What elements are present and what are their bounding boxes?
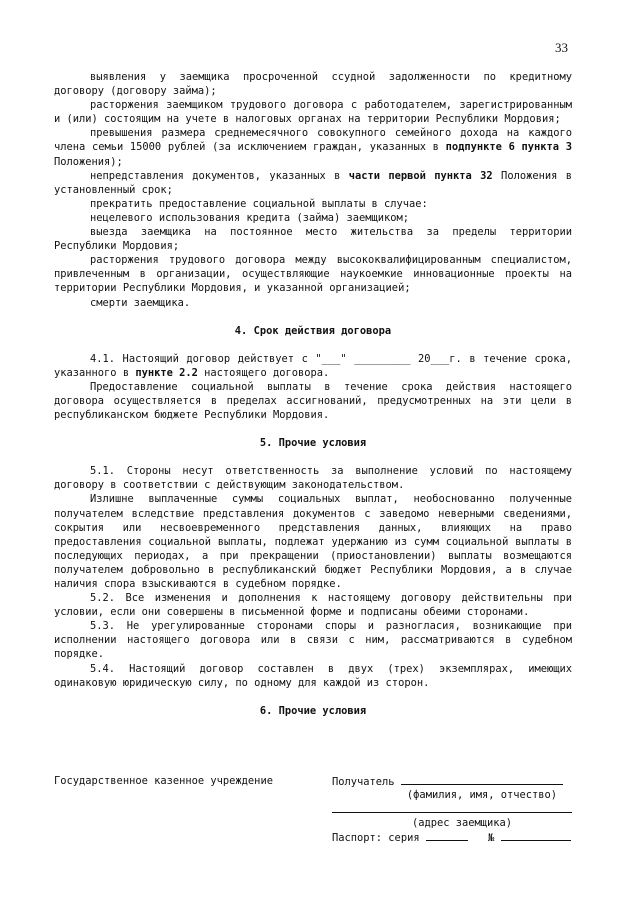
paragraph-employment-termination: расторжения заемщиком трудового договора с работодателем, зарегистрированным и (или) состоящим на учете в налоговых органах на территории Республики Мордовия;: [54, 99, 572, 126]
paragraph-relocation: выезда заемщика на постоянное место жительства за пределы территории Республики Мордовия;: [54, 226, 572, 253]
clause-5-1: 5.1. Стороны несут ответственность за выполнение условий по настоящему договору в соответствии с действующим законодательством.: [54, 465, 572, 492]
address-field[interactable]: [332, 802, 572, 813]
paragraph-stop-payment: прекратить предоставление социальной выплаты в случае:: [90, 197, 428, 210]
left-party: Государственное казенное учреждение: [54, 775, 273, 787]
clause-5-1-overpayment: Излишне выплаченные суммы социальных выплат, необоснованно полученные получателем вследствие представления документов с заведомо неверными сведениями, сокрытия или несвоевременного представления данных, влияющих на право предоставления социальной выплаты, подлежат удержанию из сумм социальной выплаты в последующих периодах, а при прекращении (приостановлении) выплаты возмещаются получателем добровольно в республиканский бюджет Республики Мордовия, а в случае наличия спора взыскиваются в судебном порядке.: [54, 493, 572, 590]
document-body: [54, 70, 572, 732]
passport-series-field[interactable]: [426, 830, 468, 841]
fio-caption: (фамилия, имя, отчество): [406, 789, 558, 802]
paragraph-misuse: нецелевого использования кредита (займа) заемщиком;: [90, 211, 410, 224]
clause-5-4: 5.4. Настоящий договор составлен в двух (трех) экземплярах, имеющих одинаковую юридическую силу, по одному для каждой из сторон.: [54, 662, 572, 689]
reference-link: подпункте 6 пункта 3: [445, 141, 572, 154]
section-6-title: 6. Прочие условия: [259, 704, 367, 717]
passport-number-label: №: [488, 832, 495, 845]
paragraph-documents-missing: непредставления документов, указанных в части первой пункта 32 Положения в установленный срок;: [54, 169, 572, 196]
address-caption: (адрес заемщика): [411, 817, 513, 830]
passport-number-field[interactable]: [501, 830, 571, 841]
section-4-title: 4. Срок действия договора: [234, 324, 392, 337]
passport-label: Паспорт: серия: [332, 832, 420, 845]
paragraph-death: смерти заемщика.: [90, 296, 191, 309]
page-number: 33: [555, 40, 568, 55]
clause-4-1: 4.1. Настоящий договор действует с "___" _________ 20___г. в течение срока, указанного в пункте 2.2 настоящего договора.: [54, 352, 572, 379]
section-5-title: 5. Прочие условия: [259, 437, 367, 450]
reference-link: части первой пункта 32: [348, 169, 493, 182]
paragraph-income-excess: превышения размера среднемесячного совокупного семейного дохода на каждого члена семьи 15000 рублей (за исключением граждан, указанных в подпункте 6 пункта 3 Положения);: [54, 127, 572, 168]
paragraph-overdue-debt: выявления у заемщика просроченной ссудной задолженности по кредитному договору (договору займа);: [54, 71, 572, 98]
recipient-label: Получатель: [332, 776, 395, 788]
clause-5-2: 5.2. Все изменения и дополнения к настоящему договору действительны при условии, если они совершены в письменной форме и подписаны обеими сторонами.: [54, 592, 572, 619]
clause-4-1-funding: Предоставление социальной выплаты в течение срока действия настоящего договора осуществляется в пределах ассигнований, предусмотренных на эти цели в республиканском бюджете Республики Мордовия.: [54, 380, 572, 422]
clause-5-3: 5.3. Не урегулированные сторонами споры и разногласия, возникающие при исполнении настоящего договора или в связи с ним, рассматриваются в судебном порядке.: [54, 620, 572, 661]
paragraph-specialist-contract: расторжения трудового договора между высококвалифицированным специалистом, привлеченным в организации, осуществляющие наукоемкие инновационные проекты на территории Республики Мордовия, и указанной организацией;: [54, 254, 572, 295]
recipient-block: [332, 774, 572, 844]
recipient-name-field[interactable]: [401, 774, 563, 785]
reference-link: пункте 2.2: [135, 366, 198, 379]
